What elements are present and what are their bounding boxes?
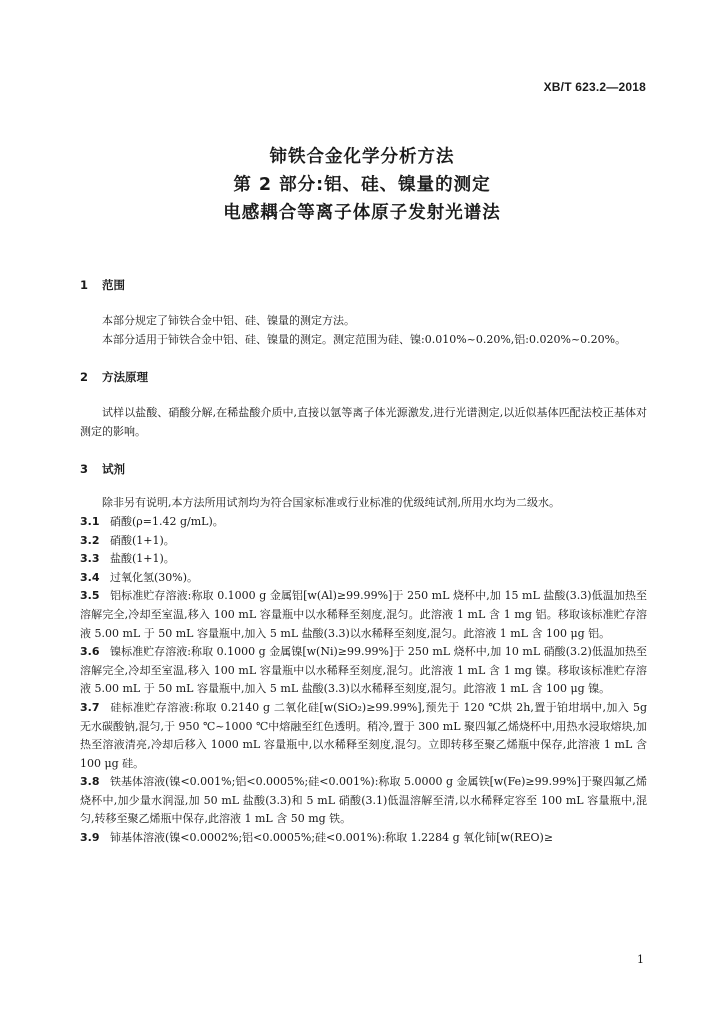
list-item [80,699,647,773]
section-2-heading [80,368,647,386]
list-item [80,532,647,551]
item-number: 3.7 [80,700,100,714]
item-text: 过氧化氢(30%)。 [110,570,199,584]
standard-code: XB/T 623.2—2018 [543,80,646,94]
section-number: 1 [80,278,89,292]
item-number: 3.2 [80,533,100,547]
document-body [80,276,647,848]
list-item [80,569,647,588]
section-number: 3 [80,462,89,477]
section-title: 试剂 [102,462,125,477]
page-number: 1 [637,953,644,966]
item-number: 3.6 [80,645,100,659]
section-1-paragraph-1: 本部分规定了铈铁合金中铝、硅、镍量的测定方法。 [102,314,355,327]
title-line-2: 第 2 部分:铝、硅、镍量的测定 [233,175,491,195]
section-title: 范围 [102,278,125,292]
title-line-1: 铈铁合金化学分析方法 [269,147,455,167]
list-item [80,773,647,829]
document-title [0,143,724,227]
section-2-paragraph-1: 试样以盐酸、硝酸分解,在稀盐酸介质中,直接以氩等离子体光源激发,进行光谱测定,以近似基体匹配法校正基体对测定的影响。 [80,406,647,438]
item-number: 3.4 [80,570,100,584]
item-text: 硅标准贮存溶液:称取 0.2140 g 二氧化硅[w(SiO₂)≥99.99%],预先于 120 ℃烘 2h,置于铂坩埚中,加入 5g 无水碳酸钠,混匀,于 950 ℃~1000 ℃中熔融至红色透明。稍冷,置于 300 mL 聚四氟乙烯烧杯中,用热水浸取熔块,加热至溶液清亮,冷却后移入 1000 mL 容量瓶中,以水稀释至刻度,混匀。立即转移至聚乙烯瓶中保存,此溶液 1 mL 含 100 μg 硅。 [80,700,648,770]
section-number: 2 [80,370,89,385]
section-1-heading [80,276,647,294]
item-number: 3.9 [80,831,100,845]
section-title: 方法原理 [102,370,148,385]
section-3-heading [80,460,647,478]
item-number: 3.3 [80,552,100,566]
item-number: 3.8 [80,775,100,789]
list-item [80,513,647,532]
list-item [80,829,647,848]
item-text: 硝酸(1+1)。 [110,533,175,547]
item-text: 铝标准贮存溶液:称取 0.1000 g 金属铝[w(Al)≥99.99%]于 250 mL 烧杯中,加 15 mL 盐酸(3.3)低温加热至溶解完全,冷却至室温,移入 100 mL 容量瓶中以水稀释至刻度,混匀。此溶液 1 mL 含 1 mg 铝。移取该标准贮存溶液 5.00 mL 于 50 mL 容量瓶中,加入 5 mL 盐酸(3.3)以水稀释至刻度,混匀。此溶液 1 mL 含 100 μg 铝。 [80,589,647,640]
section-3-intro: 除非另有说明,本方法所用试剂均为符合国家标准或行业标准的优级纯试剂,所用水均为二级水。 [102,496,560,510]
list-item [80,587,647,643]
item-number: 3.5 [80,589,100,603]
title-line-3: 电感耦合等离子体原子发射光谱法 [223,203,501,223]
item-number: 3.1 [80,514,100,528]
list-item [80,550,647,569]
list-item [80,643,647,699]
section-1-paragraph-2: 本部分适用于铈铁合金中铝、硅、镍量的测定。测定范围为硅、镍:0.010%~0.20%,铝:0.020%~0.20%。 [102,332,627,346]
item-text: 盐酸(1+1)。 [110,552,175,566]
item-text: 硝酸(ρ=1.42 g/mL)。 [110,514,224,528]
item-text: 铁基体溶液(镍<0.001%;铝<0.0005%;硅<0.001%):称取 5.0000 g 金属铁[w(Fe)≥99.99%]于聚四氟乙烯烧杯中,加少量水润湿,加 50 mL 盐酸(3.3)和 5 mL 硝酸(3.1)低温溶解至清,以水稀释定容至 100 mL 容量瓶中,混匀,转移至聚乙烯瓶中保存,此溶液 1 mL 含 50 mg 铁。 [80,775,647,826]
item-text: 铈基体溶液(镍<0.0002%;铝<0.0005%;硅<0.001%):称取 1.2284 g 氧化铈[w(REO)≥ [110,831,554,845]
item-text: 镍标准贮存溶液:称取 0.1000 g 金属镍[w(Ni)≥99.99%]于 250 mL 烧杯中,加 10 mL 硝酸(3.2)低温加热至溶解完全,冷却至室温,移入 100 mL 容量瓶中以水稀释至刻度,混匀。此溶液 1 mL 含 1 mg 镍。移取该标准贮存溶液 5.00 mL 于 50 mL 容量瓶中,加入 5 mL 盐酸(3.3)以水稀释至刻度,混匀。此溶液 1 mL 含 100 μg 镍。 [80,645,647,696]
